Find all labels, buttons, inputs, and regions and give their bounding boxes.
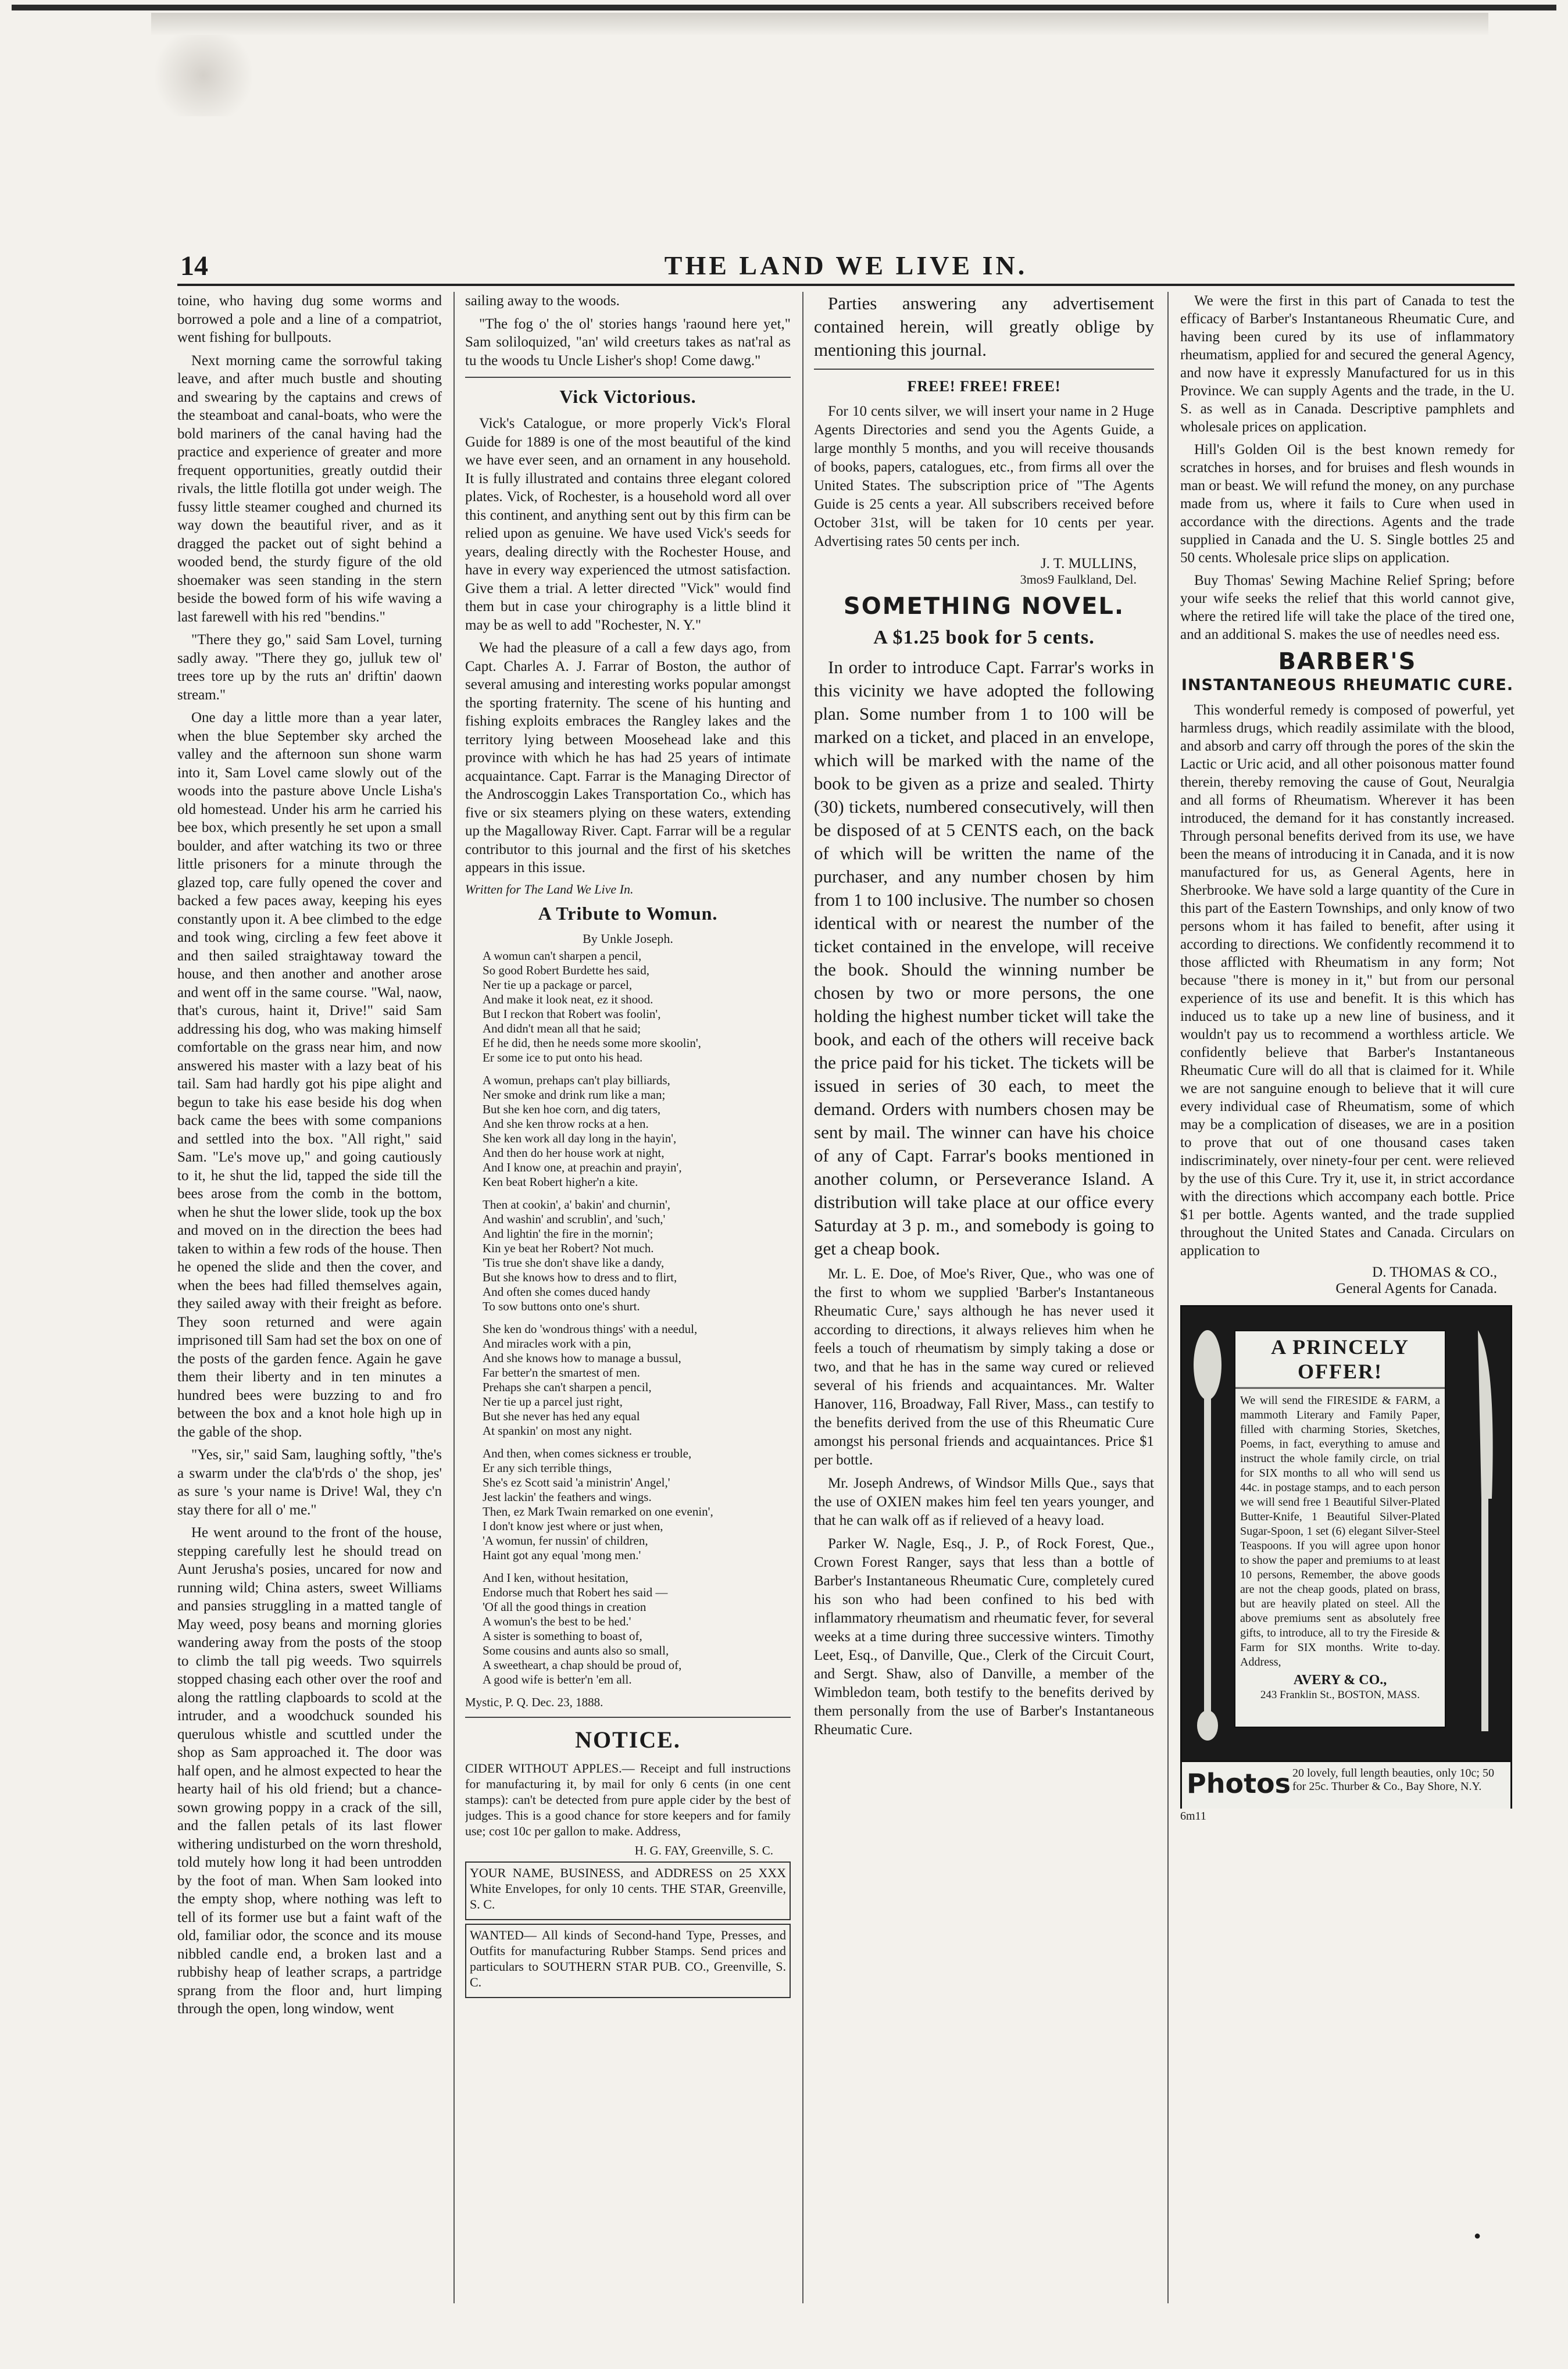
column-1 bbox=[177, 292, 442, 2309]
testimonial: Mr. Joseph Andrews, of Windsor Mills Que., says that the use of OXIEN makes him feel ten years younger, and that he can walk off as if relieved of a heavy load. bbox=[814, 1475, 1154, 1528]
column-2 bbox=[465, 292, 791, 2309]
free-heading: FREE! FREE! FREE! bbox=[907, 378, 1061, 395]
poem-line: A good wife is better'n 'em all. bbox=[483, 1672, 632, 1686]
novel-text: In order to introduce Capt. Farrar's works in this vicinity we have adopted the following plan. Some number from 1 to 100 will be marked on a ticket, and placed in an envelope, which will be marked with the name of the book to be given as a prize and sealed. Thirty (30) tickets, numbered consecutively, will then be disposed of at 5 CENTS each, on the back of which will be written the name of the purchaser, and any number chosen by him from 1 to 100 inclusive. The number so chosen identical with or nearest the number of the ticket contained in the envelope, will receive the book. Should the winning number be chosen by two or more persons, the one holding the highest number ticket will take the book, and each of the others will receive back the price paid for his ticket. The tickets will be issued in series of 30 each, to meet the demand. Orders with numbers chosen may be sent by mail. The winner can have his choice of any of Capt. Farrar's books mentioned in another column, or Perseverance Island. A distribution will take place at our office every Saturday at 3 p. m., and somebody is going to get a cheap book. bbox=[814, 657, 1154, 1259]
envelope-ad bbox=[465, 1861, 791, 1920]
story-paragraph: sailing away to the woods. bbox=[465, 293, 620, 309]
envelope-ad-text: YOUR NAME, BUSINESS, and ADDRESS on 25 XXX White Envelopes, for only 10 cents. THE STAR, Greenville, S. C. bbox=[470, 1865, 786, 1911]
knife-illustration bbox=[1467, 1324, 1502, 1743]
poem-line: Then, ez Mark Twain remarked on one evenin', bbox=[483, 1504, 713, 1518]
column-divider bbox=[1167, 292, 1169, 2303]
offer-body bbox=[1235, 1389, 1445, 1707]
poem-byline: By Unkle Joseph. bbox=[583, 931, 673, 946]
story-paragraph: toine, who having dug some worms and borrowed a pole and a line of a compatriot, went fishing for bullpouts. bbox=[177, 293, 442, 345]
photos-ad bbox=[1182, 1760, 1510, 1809]
poem-line: She ken do 'wondrous things' with a needul, bbox=[483, 1321, 698, 1336]
offer-company: AVERY & CO., bbox=[1293, 1673, 1387, 1688]
barber-subheading: INSTANTANEOUS RHEUMATIC CURE. bbox=[1181, 676, 1514, 694]
page-top-shadow bbox=[151, 13, 1488, 36]
poem-line: And didn't mean all that he said; bbox=[483, 1021, 641, 1035]
poem-stanza bbox=[483, 1571, 791, 1687]
poem-stanza bbox=[483, 949, 791, 1065]
page-header bbox=[177, 250, 1515, 285]
poem-line: Ner tie up a package or parcel, bbox=[483, 977, 633, 992]
testimonial: Mr. L. E. Doe, of Moe's River, Que., who was one of the first to whom we supplied 'Barber's Instantaneous Rheumatic Cure,' says although he has never used it according to directions, it always relieves him when he feels a touch of rheumatism by simply taking a dose or two, and that he has in the same way cured or relieved several of his friends and acquaintances. Mr. Walter Hanover, 116, Broadway, Fall River, Mass., can testify to the benefits derived from the use of this Rheumatic Cure amongst his personal friends and acquaintances. Price $1 per bottle. bbox=[814, 1266, 1154, 1468]
poem-line: Er any sich terrible things, bbox=[483, 1460, 612, 1475]
testimonial: Parker W. Nagle, Esq., J. P., of Rock Forest, Que., Crown Forest Ranger, says that less than a bottle of Barber's Instantaneous Rheumatic Cure, completely cured his son who had been confined to his bed with inflammatory rheumatism and rheumatic fever, for several weeks at a time during three successive winters. Timothy Leet, Esq., of Danville, Que., Clerk of the Circuit Court, and Sergt. Shaw, also of Danville, a member of the Wimbledon team, both testify to the benefits derived by them personally from the use of Barber's Instantaneous Rheumatic Cure. bbox=[814, 1536, 1154, 1738]
barber-heading: BARBER'S bbox=[1278, 648, 1417, 675]
poem-line: And washin' and scrublin', and 'such,' bbox=[483, 1212, 666, 1226]
poem-line: And often she comes duced handy bbox=[483, 1284, 651, 1299]
poem-line: 'Of all the good things in creation bbox=[483, 1599, 647, 1614]
offer-text: We will send the FIRESIDE & FARM, a mammoth Literary and Family Paper, filled with charming Stories, Sketches, Poems, in fact, everything to amuse and instruct the whole family circle, on trial for SIX months to all who will send us 44c. in postage stamps, and to each person we will send free 1 Beautiful Silver-Plated Butter-Knife, 1 Beautiful Silver-Plated Sugar-Spoon, 1 set (6) elegant Silver-Steel Teaspoons. If you will agree upon honor to show the paper and premiums to at least 10 persons, Remember, the above goods are not the cheap goods, plated on brass, but are heavily plated on steel. All the above premiums sent as absolutely free gifts, to introduce, all to try the Fireside & Farm for SIX months. Write to-day. Address, bbox=[1240, 1394, 1440, 1668]
poem-line: Haint got any equal 'mong men.' bbox=[483, 1548, 641, 1562]
section-rule bbox=[465, 1717, 791, 1718]
poem-title: A Tribute to Womun. bbox=[538, 902, 718, 924]
poem-line: And I know one, at preachin and prayin', bbox=[483, 1160, 682, 1174]
running-title: THE LAND WE LIVE IN. bbox=[664, 251, 1028, 280]
poem-line: And then do her house work at night, bbox=[483, 1145, 665, 1160]
poem-line: A sweetheart, a chap should be proud of, bbox=[483, 1657, 682, 1672]
barber-signature: D. THOMAS & CO., bbox=[1372, 1264, 1497, 1280]
poem-body bbox=[483, 949, 791, 1687]
poem-line: Ner smoke and drink rum like a man; bbox=[483, 1087, 666, 1102]
agency-paragraph: We were the first in this part of Canada to test the efficacy of Barber's Instantaneous Rheumatic Cure, and having been cured by its use of inflammatory rheumatism, applied for and secured the general Agency, and now have it expressly Manufactured for us in this Province. We can supply Agents and the trade, in the U. S. as well as in Canada. Descriptive pamphlets and wholesale prices on application. bbox=[1180, 293, 1515, 435]
poem-line: And lightin' the fire in the mornin'; bbox=[483, 1226, 653, 1241]
poem-line: Endorse much that Robert hes said — bbox=[483, 1585, 668, 1599]
photos-label: Photos bbox=[1187, 1768, 1291, 1799]
poem-line: But she ken hoe corn, and dig taters, bbox=[483, 1102, 661, 1116]
column-4 bbox=[1180, 292, 1515, 2309]
top-border-bar bbox=[12, 5, 1556, 10]
lead-notice: Parties answering any advertisement contained herein, will greatly oblige by mentioning this journal. bbox=[814, 293, 1154, 360]
poem-line: Ef he did, then he needs some more skoolin', bbox=[483, 1035, 701, 1050]
poem-line: And then, when comes sickness er trouble, bbox=[483, 1446, 692, 1460]
story-paragraph: "The fog o' the ol' stories hangs 'raound here yet," Sam soliloquized, "an' wild creeturs takes as nat'ral as tu the woods tu Uncle Lisher's shop! Come dawg." bbox=[465, 316, 791, 369]
poem-line: And she knows how to manage a bussul, bbox=[483, 1350, 681, 1365]
poem-line: But I reckon that Robert was foolin', bbox=[483, 1006, 661, 1021]
column-3 bbox=[814, 292, 1154, 2309]
poem-line: A womun's the best to be hed.' bbox=[483, 1614, 631, 1628]
offer-panel bbox=[1234, 1330, 1446, 1728]
farrar-paragraph: We had the pleasure of a call a few days ago, from Capt. Charles A. J. Farrar of Boston, the author of several amusing and interesting works popular amongst the sporting fraternity. The scene of his hunting and fishing exploits embraces the Rangley lakes and the territory lying between Moosehead lake and this province with which he has had 25 years of intimate acquaintance. Capt. Farrar is the Managing Director of the Androscoggin Lakes Transportation Co., which has five or six steamers plying on these waters, extending up the Magalloway River. Capt. Farrar will be a regular contributor to this journal and the first of his sketches appears in this issue. bbox=[465, 640, 791, 876]
vick-heading: Vick Victorious. bbox=[559, 386, 697, 407]
poem-line: She's ez Scott said 'a ministrin' Angel,' bbox=[483, 1475, 670, 1489]
offer-title: A PRINCELY OFFER! bbox=[1235, 1331, 1445, 1389]
story-paragraph: "Yes, sir," said Sam, laughing softly, "the's a swarm under the cla'b'rds o' the shop, jes' as sure 's your name is Drive! Wal, they c'n stay there for all o' me." bbox=[177, 1447, 442, 1518]
poem-line: Then at cookin', a' bakin' and churnin', bbox=[483, 1197, 671, 1212]
poem-line: But she never has hed any equal bbox=[483, 1409, 640, 1423]
poem-line: A sister is something to boast of, bbox=[483, 1628, 642, 1643]
photos-note: 6m11 bbox=[1180, 1810, 1206, 1823]
poem-stanza bbox=[483, 1073, 791, 1189]
poem-line: I don't know jest where or just when, bbox=[483, 1518, 663, 1533]
poem-line: Far better'n the smartest of men. bbox=[483, 1365, 640, 1380]
poem-line: Jest lackin' the feathers and wings. bbox=[483, 1489, 652, 1504]
notice-signature: H. G. FAY, Greenville, S. C. bbox=[634, 1843, 773, 1857]
golden-oil-paragraph: Hill's Golden Oil is the best known remedy for scratches in horses, and for bruises and flesh wounds in man or beast. We will refund the money, on any purchase made from us, where it fails to Cure when used in accordance with the directions. Agents and the trade supplied in Canada and the U. S. Single bottles 25 and 50 cents. Wholesale price slips on application. bbox=[1180, 442, 1515, 566]
poem-line: 'Tis true she don't shave like a dandy, bbox=[483, 1255, 665, 1270]
poem-line: But she knows how to dress and to flirt, bbox=[483, 1270, 677, 1284]
free-signature: J. T. MULLINS, bbox=[1040, 556, 1137, 571]
wanted-ad bbox=[465, 1924, 791, 1998]
column-divider bbox=[802, 292, 803, 2303]
poem-line: And I ken, without hesitation, bbox=[483, 1570, 628, 1585]
princely-offer-ad bbox=[1180, 1305, 1512, 1809]
vick-paragraph: Vick's Catalogue, or more properly Vick's Floral Guide for 1889 is one of the most beautiful of the kind we have ever seen, and an ornament in any household. It is fully illustrated and contains three elegant colored plates. Vick, of Rochester, is a household word all over this continent, and anything sent out by this firm can be relied upon as genuine. We have used Vick's seeds for years, dealing directly with the Rochester House, and have in every way experienced the utmost satisfaction. Give them a trial. A letter directed "Vick" would find them but in case your chirography is a little blind it may be as well to add "Rochester, N. Y." bbox=[465, 416, 791, 633]
paper-stain bbox=[145, 35, 262, 116]
poem-line: A womun, prehaps can't play billiards, bbox=[483, 1073, 670, 1087]
spoon-illustration bbox=[1190, 1324, 1225, 1743]
poem-line: And miracles work with a pin, bbox=[483, 1336, 631, 1350]
poem-line: A womun can't sharpen a pencil, bbox=[483, 948, 642, 963]
barber-text: This wonderful remedy is composed of powerful, yet harmless drugs, which readily assimilate with the blood, and absorb and carry off through the pores of the skin the Lactic or Uric acid, and all other poisonous matter found therein, thereby removing the cause of Gout, Neuralgia and all forms of Rheumatism. Wherever it has been introduced, the demand for it has constantly increased. Through personal benefits derived from its use, we have been the means of introducing it in Canada, and it is now manufactured for us, as General Agents, here in Sherbrooke. We have sold a large quantity of the Cure in this part of the Eastern Townships, and only know of two persons whom it has failed to benefit, after using it according to directions. We confidently recommend it to those afflicted with Rheumatism in any form; Not because "there is money in it," but from our personal experience of its use and benefit. It is this which has induced us to take up a new line of business, and it wouldn't pay us to recommend a worthless article. We confidently believe that Barber's Instantaneous Rheumatic Cure will do all that is claimed for it. While we are not sanguine enough to believe that it will cure every individual case of Rheumatism, some of which may be a complication of diseases, we are in a position to prove that out of one thousand cases taken indiscriminately, over ninety-four per cent. were relieved by the use of this Cure. Try it, use it, in strict accordance with the directions which accompany each bottle. Price $1 per bottle. Agents wanted, and the trade supplied throughout the United States and Canada. Circulars on application to bbox=[1180, 702, 1515, 1259]
header-rule bbox=[177, 284, 1515, 286]
poem-line: She ken work all day long in the hayin', bbox=[483, 1131, 677, 1145]
poem-line: Some cousins and aunts also so small, bbox=[483, 1643, 669, 1657]
newspaper-page bbox=[177, 250, 1515, 2320]
novel-subheading: A $1.25 book for 5 cents. bbox=[873, 627, 1095, 648]
poem-stanza bbox=[483, 1322, 791, 1438]
notice-heading: NOTICE. bbox=[575, 1726, 681, 1753]
wanted-ad-text: WANTED— All kinds of Second-hand Type, Presses, and Outfits for manufacturing Rubber Stamps. Send prices and particulars to SOUTHERN STAR PUB. CO., Greenville, S. C. bbox=[470, 1927, 786, 1989]
poem-line: Ner tie up a parcel just right, bbox=[483, 1394, 623, 1409]
offer-address: 243 Franklin St., BOSTON, MASS. bbox=[1260, 1689, 1420, 1701]
poem-line: Prehaps she can't sharpen a pencil, bbox=[483, 1380, 652, 1394]
section-rule bbox=[814, 369, 1154, 370]
story-paragraph: "There they go," said Sam Lovel, turning sadly away. "There they go, julluk tew ol' trees tore up by the ruts an' driftin' daown stream." bbox=[177, 632, 442, 703]
poem-line: Er some ice to put onto his head. bbox=[483, 1050, 643, 1064]
poem-line: 'A womun, fer nussin' of children, bbox=[483, 1533, 648, 1548]
poem-line: To sow buttons onto one's shurt. bbox=[483, 1299, 640, 1313]
poem-line: And make it look neat, ez it shood. bbox=[483, 992, 653, 1006]
barber-signature-title: General Agents for Canada. bbox=[1335, 1281, 1497, 1296]
notice-text: CIDER WITHOUT APPLES.— Receipt and full instructions for manufacturing it, by mail for only 6 cents (in one cent stamps): can't be detected from pure apple cider by the best of judges. This is a good chance for store keepers and for family use; cost 10c per gallon to make. Address, bbox=[465, 1760, 791, 1838]
poem-line: At spankin' on most any night. bbox=[483, 1423, 632, 1438]
poem-line: Ken beat Robert higher'n a kite. bbox=[483, 1174, 638, 1189]
poem-line: And she ken throw rocks at a hen. bbox=[483, 1116, 649, 1131]
column-divider bbox=[453, 292, 455, 2303]
poem-stanza bbox=[483, 1198, 791, 1314]
novel-heading: SOMETHING NOVEL. bbox=[843, 593, 1125, 620]
page-number: 14 bbox=[180, 251, 208, 281]
free-address: 3mos9 Faulkland, Del. bbox=[1020, 572, 1137, 587]
poem-dateline: Mystic, P. Q. Dec. 23, 1888. bbox=[465, 1695, 603, 1709]
free-text: For 10 cents silver, we will insert your name in 2 Huge Agents Directories and send you the Agents Guide, a large monthly 5 months, and you will receive thousands of books, papers, catalogues, etc., from firms all over the United States. The subscription price of "The Agents Guide is 25 cents a year. All subscribers received before October 31st, will be taken for 10 cents per year. Advertising rates 50 cents per inch. bbox=[814, 403, 1154, 549]
poem-line: So good Robert Burdette hes said, bbox=[483, 963, 649, 977]
story-paragraph: He went around to the front of the house, stepping carefully lest he should tread on Aunt Jerusha's posies, uncared for now and running wild; China asters, sweet Williams and pansies struggling in a matted tangle of May weed, posy beans and morning glories wandering away from the posts of the stoop to climb the tall pig weeds. Two squirrels stopped chasing each other over the roof and along the rattling clapboards to scold at the intruder, and a woodchuck sounded his querulous whistle and scuttled under the shop as Sam approached it. The door was half open, and he almost expected to hear the hearty hail of his old friend; but a chance-sown growing poppy in a crack of the sill, and the fallen petals of its last flower withering undisturbed on the worn threshold, told mutely how long it had been untrodden by the foot of man. When Sam looked into the empty shop, where nothing was left to tell of its former use but a faint waft of the old, familiar odor, the sconce and its mouse nibbled candle end, a broken last and a rubbishy heap of leather scraps, a partridge sprang from the floor and, hurt limping through the open, long window, went bbox=[177, 1525, 442, 2017]
story-paragraph: Next morning came the sorrowful taking leave, and after much bustle and shouting and swearing by the captains and crews of the steamboat and canal-boats, who were the bold mariners of the canal having had the practice and experience of greater and more frequent opportunities, greatly outdid their rivals, the little flotilla got under weigh. The fussy little steamer coughed and churned its way down the beautiful river, and as it dragged the packet out of sight behind a wooded bend, the sturdy figure of the old shoemaker was seen standing in the stern beside the bowed form of his wife waving a last farewell with his red "bendins." bbox=[177, 352, 442, 625]
section-rule bbox=[465, 377, 791, 378]
poem-line: Kin ye beat her Robert? Not much. bbox=[483, 1241, 654, 1255]
poem-stanza bbox=[483, 1446, 791, 1563]
story-paragraph: One day a little more than a year later, when the blue September sky arched the valley and the afternoon sun shone warm into it, Sam Lovel came slowly out of the woods into the pasture above Uncle Lisha's old homestead. Under his arm he carried his bee box, which presently he set upon a small boulder, and after watching its two or three little prisoners for a minute through the glazed top, care fully opened the cover and backed a few paces away, keeping his eyes constantly upon it. A bee climbed to the edge and took wing, circling a few feet above it and then sailed straightaway toward the house, and then another and another arose and went off in the same course. "Wal, naow, that's curous, haint it, Drive!" said Sam addressing his dog, who was making himself comfortable on the grass near him, and now answered his master with a lazy beat of his tail. Sam had hardly got his pipe alight and begun to take his ease beside his dog when back came the bees with some companions and settled into the box. "All right," said Sam. "Le's move up," and going cautiously to it, he shut the lid, tapped the side till the bees arose from the comb in the bottom, when he shut the lower slide, took up the box and moved on in the direction the bees had taken to within a few rods of the house. Then he opened the slide and then the cover, and when the bees had filled themselves again, they sailed away with their freight as before. They soon returned and were again imprisoned till Sam had set the box on one of the posts of the garden fence. Again he gave them their liberty and in ten minutes a hundred bees were buzzing to and fro between the box and a knot hole high up in the gable of the shop. bbox=[177, 710, 442, 1440]
poem-note: Written for The Land We Live In. bbox=[465, 881, 634, 896]
photos-text: 20 lovely, full length beauties, only 10c; 50 for 25c. Thurber & Co., Bay Shore, N.Y. bbox=[1292, 1767, 1494, 1793]
relief-spring-paragraph: Buy Thomas' Sewing Machine Relief Spring; before your wife seeks the relief that this world cannot give, where the retired life will take the place of the tired one, and an additional S. makes the use of needles need ess. bbox=[1180, 573, 1515, 642]
corner-mark: ● bbox=[1474, 2229, 1481, 2242]
